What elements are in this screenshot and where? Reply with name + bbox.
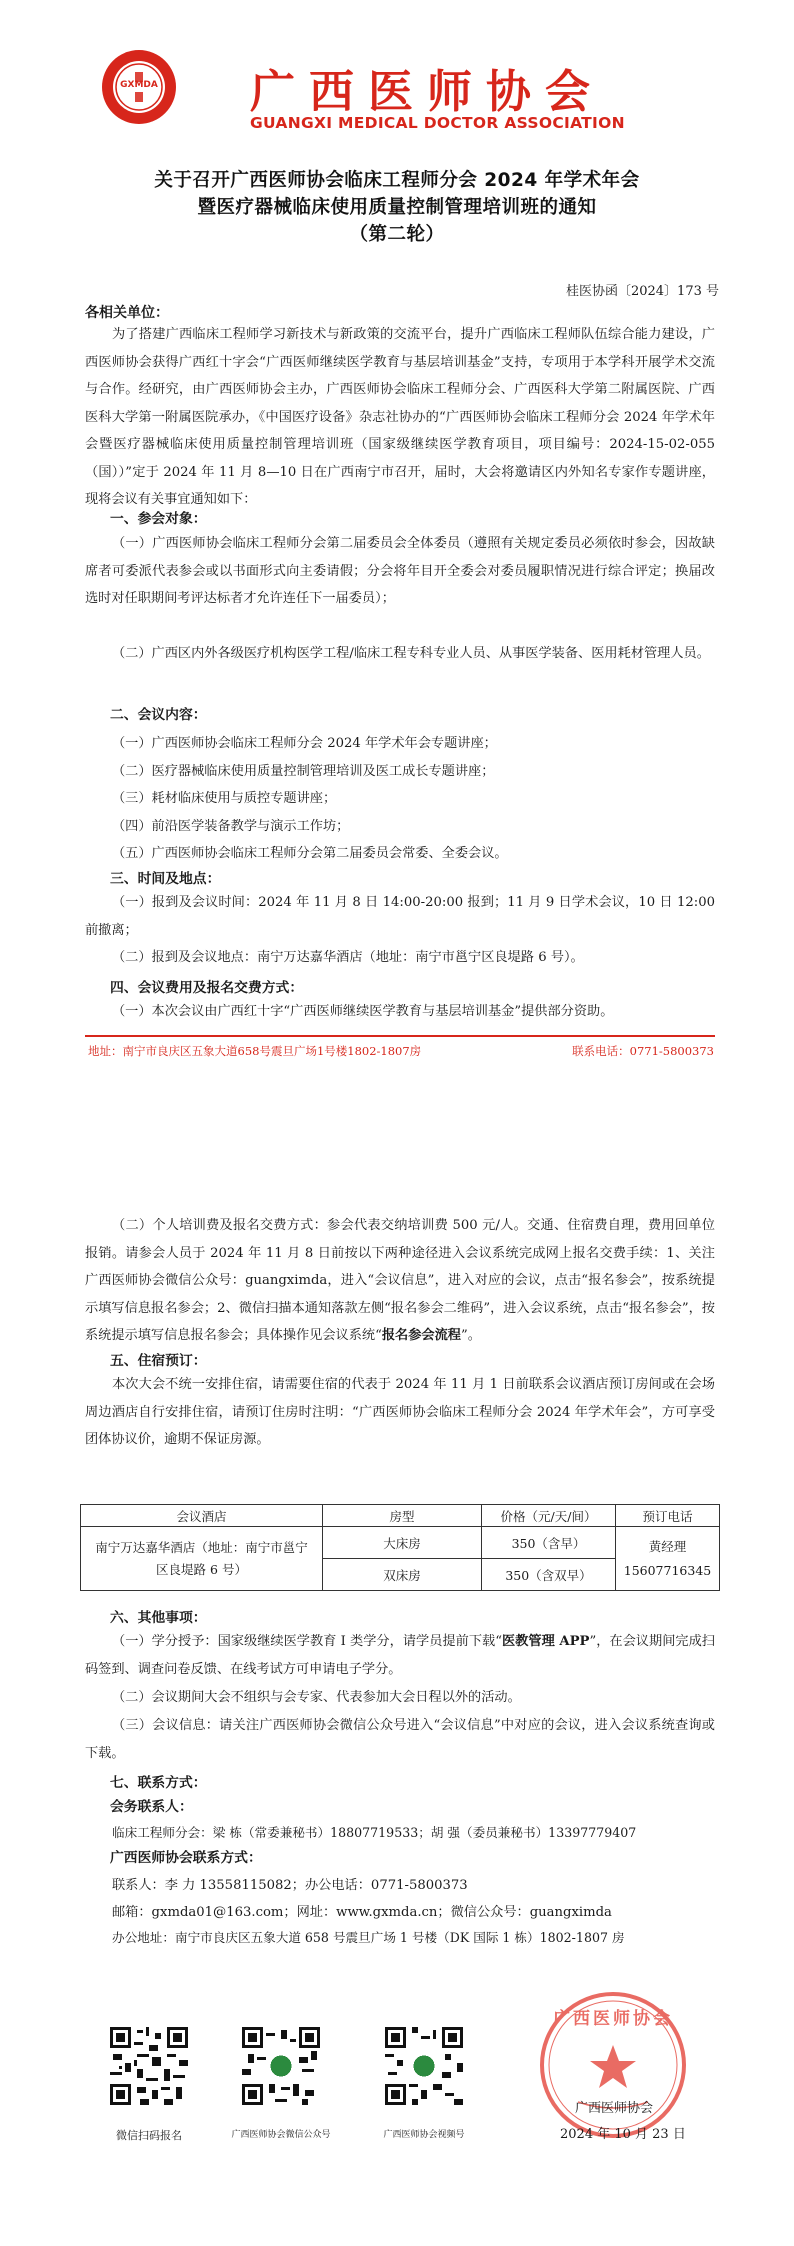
salutation: 各相关单位： [85, 305, 169, 321]
org-name-en: GUANGXI MEDICAL DOCTOR ASSOCIATION [250, 114, 625, 132]
section2-item: （五）广西医师协会临床工程师分会第二届委员会常委、全委会议。 [112, 846, 508, 861]
seal-text: 广西医师协会 [553, 2009, 673, 2029]
signing-date: 2024 年 10 月 23 日 [560, 2127, 686, 2142]
table-header: 房型 [323, 1505, 482, 1527]
section3-item2: （二）报到及会议地点：南宁万达嘉华酒店（地址：南宁市邕宁区良堤路 6 号）。 [112, 950, 584, 965]
booking-contact-cell [616, 1527, 720, 1591]
signup-qr-caption: 微信扫码报名 [116, 2129, 182, 2142]
signing-organization: 广西医师协会 [575, 2101, 654, 2116]
section5-paragraph: 本次大会不统一安排住宿，请需要住宿的代表于 2024 年 11 月 1 日前联系会议酒店预订房间或在会场周边酒店自行安排住宿，请预订住房时注明：“广西医师协会临床工程师分会 2024 年学术年会”，方可享受团体协议价，逾期不保证房源。 [85, 1377, 715, 1447]
association-contact-heading: 广西医师协会联系方式： [110, 1850, 262, 1866]
room-price-cell: 350（含早） [482, 1527, 616, 1559]
section3-heading: 三、时间及地点： [110, 871, 221, 887]
section2-item: （四）前沿医学装备教学与演示工作坊； [112, 819, 350, 834]
section2-heading: 二、会议内容： [110, 707, 207, 723]
section6-heading: 六、其他事项： [110, 1610, 207, 1626]
intro-paragraph: 为了搭建广西临床工程师学习新技术与新政策的交流平台，提升广西临床工程师队伍综合能力建设，广西医师协会获得广西红十字会“广西医师继续医学教育与基层培训基金”支持，专项用于本学科开展学术交流与合作。经研究，由广西医师协会主办，广西医师协会临床工程师分会、广西医科大学第二附属医院、广西医科大学第一附属医院承办，《中国医疗设备》杂志社协办的“广西医师协会临床工程师分会 2024 年学术年会暨医疗器械临床使用质量控制管理培训班（国家级继续医学教育项目，项目编号：2024-15-02-055（国））”定于 2024 年 11 月 8—10 日在广西南宁市召开，届时，大会将邀请区内外知名专家作专题讲座，现将会议有关事宜通知如下： [85, 327, 715, 507]
table-header: 会议酒店 [81, 1505, 323, 1527]
meeting-contact-line: 临床工程师分会：梁 栋（常委兼秘书）18807719533；胡 强（委员兼秘书）13397779407 [112, 1825, 637, 1840]
footer-divider [85, 1035, 715, 1037]
wechat-official-qr-caption: 广西医师协会微信公众号 [231, 2130, 331, 2140]
footer-address: 地址：南宁市良庆区五象大道658号震旦广场1号楼1802-1807房 [88, 1044, 422, 1058]
contact-name: 黄经理 [648, 1538, 687, 1554]
wechat-official-qr-code[interactable] [242, 2027, 320, 2105]
video-channel-qr-code[interactable] [385, 2027, 463, 2105]
section5-heading: 五、住宿预订： [110, 1353, 207, 1369]
hotel-table [80, 1504, 720, 1591]
video-channel-qr-caption: 广西医师协会视频号 [383, 2130, 465, 2140]
notice-title-line2: 暨医疗器械临床使用质量控制管理培训班的通知 [197, 197, 597, 218]
signup-process-emphasis: 报名参会流程 [381, 1328, 461, 1343]
meeting-contact-heading: 会务联系人： [110, 1799, 193, 1815]
section4-heading: 四、会议费用及报名交费方式： [110, 980, 304, 996]
section1-heading: 一、参会对象： [110, 511, 207, 527]
association-logo [100, 48, 178, 126]
section7-heading: 七、联系方式： [110, 1775, 207, 1791]
association-contact-line: 联系人：李 力 13558115082；办公电话：0771-5800373 [112, 1878, 468, 1893]
notice-title-line1: 关于召开广西医师协会临床工程师分会 2024 年学术年会 [154, 170, 640, 191]
document-number: 桂医协函〔2024〕173 号 [565, 284, 719, 299]
room-type-cell: 大床房 [323, 1527, 482, 1559]
table-header: 预订电话 [616, 1505, 720, 1527]
section1-item1: （一）广西医师协会临床工程师分会第二届委员会全体委员（遵照有关规定委员必须依时参会，因故缺席者可委派代表参会或以书面形式向主委请假；分会将年目开全委会对委员履职情况进行综合评定；换届改选时对任职期间考评达标者才允许连任下一届委员）； [85, 536, 715, 606]
room-price-cell: 350（含双早） [482, 1559, 616, 1591]
section6-item3: （三）会议信息：请关注广西医师协会微信公众号进入“会议信息”中对应的会议，进入会议系统查询或下载。 [85, 1718, 715, 1761]
association-email-line: 邮箱：gxmda01@163.com；网址：www.gxmda.cn；微信公众号：guangximda [112, 1905, 612, 1920]
section2-item: （二）医疗器械临床使用质量控制管理培训及医工成长专题讲座； [112, 764, 495, 779]
logo-center-text: GXMDA [120, 80, 158, 90]
room-type-cell: 双床房 [323, 1559, 482, 1591]
official-seal [538, 1990, 688, 2140]
section6-item1: （一）学分授予：国家级继续医学教育 I 类学分，请学员提前下载“医教管理 APP”，在会议期间完成扫码签到、调查问卷反馈、在线考试方可申请电子学分。 [85, 1634, 715, 1677]
hotel-name-cell: 南宁万达嘉华酒店（地址：南宁市邕宁区良堤路 6 号） [81, 1527, 323, 1591]
section6-item2: （二）会议期间大会不组织与会专家、代表参加大会日程以外的活动。 [112, 1690, 521, 1705]
section1-item2: （二）广西区内外各级医疗机构医学工程/临床工程专科专业人员、从事医学装备、医用耗材管理人员。 [112, 646, 710, 661]
section2-item: （一）广西医师协会临床工程师分会 2024 年学术年会专题讲座； [112, 736, 497, 751]
section4-item2: （二）个人培训费及报名交费方式：参会代表交纳培训费 500 元/人。交通、住宿费自理，费用回单位报销。请参会人员于 2024 年 11 月 8 日前按以下两种途径进入会议系统完成网上报名交费手续：1、关注广西医师协会微信公众号：guangximda，进入“会议信息”，进入对应的会议，点击“报名参会”，按系统提示填写信息报名参会；2、微信扫描本通知落款左侧“报名参会二维码”，进入会议系统，点击“报名参会”，按系统提示填写信息报名参会；具体操作见会议系统“报名参会流程”。 [85, 1218, 715, 1343]
org-name-cn: 广西医师协会 [250, 65, 605, 118]
contact-phone: 15607716345 [623, 1562, 712, 1578]
table-header: 价格（元/天/间） [482, 1505, 616, 1527]
association-address-line: 办公地址：南宁市良庆区五象大道 658 号震旦广场 1 号楼（DK 国际 1 栋）1802-1807 房 [112, 1930, 625, 1945]
app-name-emphasis: 医教管理 APP [501, 1634, 590, 1649]
section2-item: （三）耗材临床使用与质控专题讲座； [112, 791, 337, 806]
section3-item1: （一）报到及会议时间：2024 年 11 月 8 日 14:00-20:00 报到；11 月 9 日学术会议，10 日 12:00 前撤离； [85, 895, 715, 938]
section4-item1: （一）本次会议由广西红十字“广西医师继续医学教育与基层培训基金”提供部分资助。 [112, 1004, 614, 1019]
signup-qr-code[interactable] [110, 2027, 188, 2105]
footer-phone: 联系电话：0771-5800373 [572, 1044, 714, 1058]
notice-title-line3: （第二轮） [349, 224, 445, 245]
